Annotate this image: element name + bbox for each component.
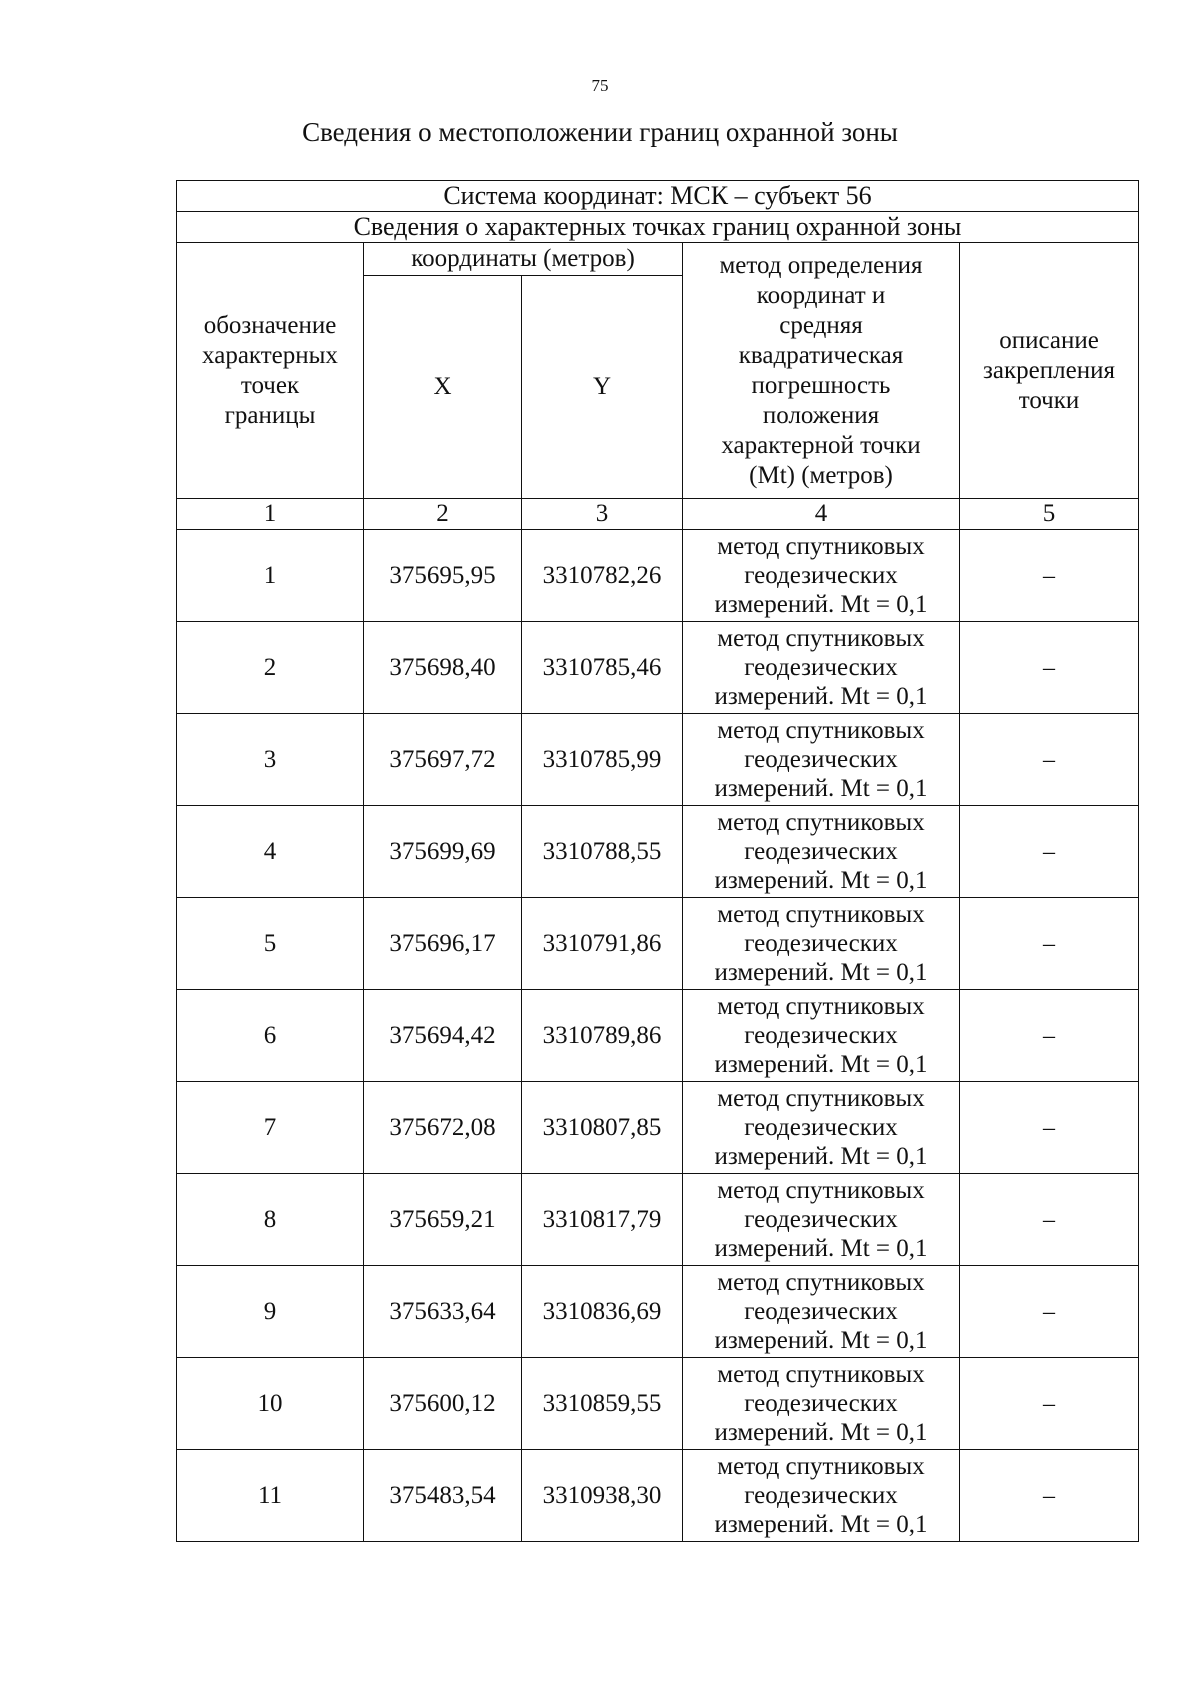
x-coordinate-cell: 375699,69 xyxy=(364,806,522,898)
coord-system-label: Система координат: МСК – субъект 56 xyxy=(177,181,1139,212)
method-cell xyxy=(683,622,960,714)
method-text-line: метод спутниковых xyxy=(717,625,925,652)
point-number-cell: 1 xyxy=(177,530,364,622)
table-row xyxy=(177,1358,1139,1450)
col-header-description xyxy=(960,243,1139,499)
method-text-line: метод спутниковых xyxy=(717,901,925,928)
x-coordinate-cell: 375633,64 xyxy=(364,1266,522,1358)
method-text-line: метод спутниковых xyxy=(717,1361,925,1388)
x-coordinate-cell: 375697,72 xyxy=(364,714,522,806)
points-header-row xyxy=(177,212,1139,243)
column-number: 5 xyxy=(960,499,1139,530)
method-cell xyxy=(683,1266,960,1358)
method-text-line: измерений. Mt = 0,1 xyxy=(714,1235,928,1262)
point-number-cell: 7 xyxy=(177,1082,364,1174)
col-header-coords: координаты (метров) xyxy=(364,243,683,276)
col-header-method-line: метод определения xyxy=(719,251,923,279)
point-number-cell: 2 xyxy=(177,622,364,714)
description-cell: – xyxy=(960,530,1139,622)
y-coordinate-cell: 3310817,79 xyxy=(522,1174,683,1266)
description-cell: – xyxy=(960,898,1139,990)
col-header-method-line: погрешность xyxy=(751,371,891,399)
x-coordinate-cell: 375600,12 xyxy=(364,1358,522,1450)
description-cell: – xyxy=(960,1358,1139,1450)
table-row xyxy=(177,622,1139,714)
method-cell xyxy=(683,530,960,622)
description-cell: – xyxy=(960,1174,1139,1266)
col-header-point-line: границы xyxy=(224,401,316,429)
table-row xyxy=(177,530,1139,622)
x-coordinate-cell: 375698,40 xyxy=(364,622,522,714)
column-number-row xyxy=(177,499,1139,530)
y-coordinate-cell: 3310785,99 xyxy=(522,714,683,806)
col-header-point-line: характерных xyxy=(202,341,338,369)
table-row xyxy=(177,1266,1139,1358)
method-text-line: измерений. Mt = 0,1 xyxy=(714,1051,928,1078)
x-coordinate-cell: 375696,17 xyxy=(364,898,522,990)
method-text-line: измерений. Mt = 0,1 xyxy=(714,867,928,894)
col-header-description-line: закрепления xyxy=(983,356,1115,384)
method-text-line: метод спутниковых xyxy=(717,1269,925,1296)
method-text-line: метод спутниковых xyxy=(717,993,925,1020)
table-body xyxy=(177,530,1139,1542)
col-header-point xyxy=(177,243,364,499)
col-header-y: Y xyxy=(522,276,683,499)
page-title: Сведения о местоположении границ охранной зоны xyxy=(302,117,898,147)
table-row xyxy=(177,898,1139,990)
column-header-row xyxy=(177,243,1139,276)
points-header-label: Сведения о характерных точках границ охранной зоны xyxy=(177,212,1139,243)
table-row xyxy=(177,714,1139,806)
method-text-line: геодезических xyxy=(744,1298,898,1325)
method-text-line: измерений. Mt = 0,1 xyxy=(714,1419,928,1446)
col-header-point-line: точек xyxy=(240,371,300,399)
point-number-cell: 6 xyxy=(177,990,364,1082)
point-number-cell: 3 xyxy=(177,714,364,806)
method-cell xyxy=(683,1082,960,1174)
point-number-cell: 5 xyxy=(177,898,364,990)
table-row xyxy=(177,1174,1139,1266)
col-header-point-line: обозначение xyxy=(203,311,337,339)
method-text-line: геодезических xyxy=(744,838,898,865)
method-text-line: геодезических xyxy=(744,930,898,957)
description-cell: – xyxy=(960,1082,1139,1174)
description-cell: – xyxy=(960,990,1139,1082)
method-cell xyxy=(683,806,960,898)
col-header-method-line: положения xyxy=(762,401,880,429)
method-text-line: геодезических xyxy=(744,746,898,773)
method-text-line: измерений. Mt = 0,1 xyxy=(714,1327,928,1354)
table-row xyxy=(177,1450,1139,1542)
y-coordinate-cell: 3310788,55 xyxy=(522,806,683,898)
y-coordinate-cell: 3310807,85 xyxy=(522,1082,683,1174)
coord-system-row xyxy=(177,181,1139,212)
method-text-line: метод спутниковых xyxy=(717,1177,925,1204)
method-text-line: метод спутниковых xyxy=(717,1085,925,1112)
col-header-description-line: точки xyxy=(1018,386,1080,414)
description-cell: – xyxy=(960,622,1139,714)
x-coordinate-cell: 375672,08 xyxy=(364,1082,522,1174)
method-text-line: геодезических xyxy=(744,1022,898,1049)
x-coordinate-cell: 375483,54 xyxy=(364,1450,522,1542)
description-cell: – xyxy=(960,806,1139,898)
method-text-line: измерений. Mt = 0,1 xyxy=(714,959,928,986)
col-header-method-line: координат и xyxy=(756,281,886,309)
col-header-method-line: квадратическая xyxy=(738,341,904,369)
description-cell: – xyxy=(960,1450,1139,1542)
boundary-points-table xyxy=(176,180,1139,1542)
point-number-cell: 8 xyxy=(177,1174,364,1266)
method-text-line: измерений. Mt = 0,1 xyxy=(714,1511,928,1538)
method-cell xyxy=(683,990,960,1082)
table-row xyxy=(177,990,1139,1082)
y-coordinate-cell: 3310938,30 xyxy=(522,1450,683,1542)
y-coordinate-cell: 3310859,55 xyxy=(522,1358,683,1450)
col-header-method-line: средняя xyxy=(779,311,863,339)
method-text-line: метод спутниковых xyxy=(717,717,925,744)
column-number: 2 xyxy=(364,499,522,530)
method-text-line: метод спутниковых xyxy=(717,809,925,836)
page-number: 75 xyxy=(591,76,609,95)
description-cell: – xyxy=(960,1266,1139,1358)
point-number-cell: 10 xyxy=(177,1358,364,1450)
method-cell xyxy=(683,1450,960,1542)
method-text-line: геодезических xyxy=(744,1390,898,1417)
method-text-line: измерений. Mt = 0,1 xyxy=(714,683,928,710)
method-text-line: геодезических xyxy=(744,654,898,681)
method-text-line: измерений. Mt = 0,1 xyxy=(714,775,928,802)
method-text-line: геодезических xyxy=(744,1482,898,1509)
x-coordinate-cell: 375659,21 xyxy=(364,1174,522,1266)
column-number: 3 xyxy=(522,499,683,530)
col-header-description-line: описание xyxy=(999,326,1099,354)
method-text-line: геодезических xyxy=(744,1114,898,1141)
method-text-line: измерений. Mt = 0,1 xyxy=(714,1143,928,1170)
col-header-method-line: характерной точки xyxy=(721,431,921,459)
method-text-line: геодезических xyxy=(744,1206,898,1233)
point-number-cell: 9 xyxy=(177,1266,364,1358)
y-coordinate-cell: 3310785,46 xyxy=(522,622,683,714)
y-coordinate-cell: 3310789,86 xyxy=(522,990,683,1082)
description-cell: – xyxy=(960,714,1139,806)
column-number: 1 xyxy=(177,499,364,530)
point-number-cell: 4 xyxy=(177,806,364,898)
y-coordinate-cell: 3310782,26 xyxy=(522,530,683,622)
method-text-line: измерений. Mt = 0,1 xyxy=(714,591,928,618)
x-coordinate-cell: 375694,42 xyxy=(364,990,522,1082)
table-row xyxy=(177,1082,1139,1174)
y-coordinate-cell: 3310791,86 xyxy=(522,898,683,990)
col-header-method xyxy=(683,243,960,499)
y-coordinate-cell: 3310836,69 xyxy=(522,1266,683,1358)
method-text-line: метод спутниковых xyxy=(717,533,925,560)
point-number-cell: 11 xyxy=(177,1450,364,1542)
x-coordinate-cell: 375695,95 xyxy=(364,530,522,622)
method-cell xyxy=(683,1174,960,1266)
method-cell xyxy=(683,898,960,990)
col-header-method-line: (Mt) (метров) xyxy=(749,461,893,489)
method-cell xyxy=(683,1358,960,1450)
column-number: 4 xyxy=(683,499,960,530)
table-row xyxy=(177,806,1139,898)
method-text-line: метод спутниковых xyxy=(717,1453,925,1480)
method-text-line: геодезических xyxy=(744,562,898,589)
method-cell xyxy=(683,714,960,806)
col-header-x: X xyxy=(364,276,522,499)
